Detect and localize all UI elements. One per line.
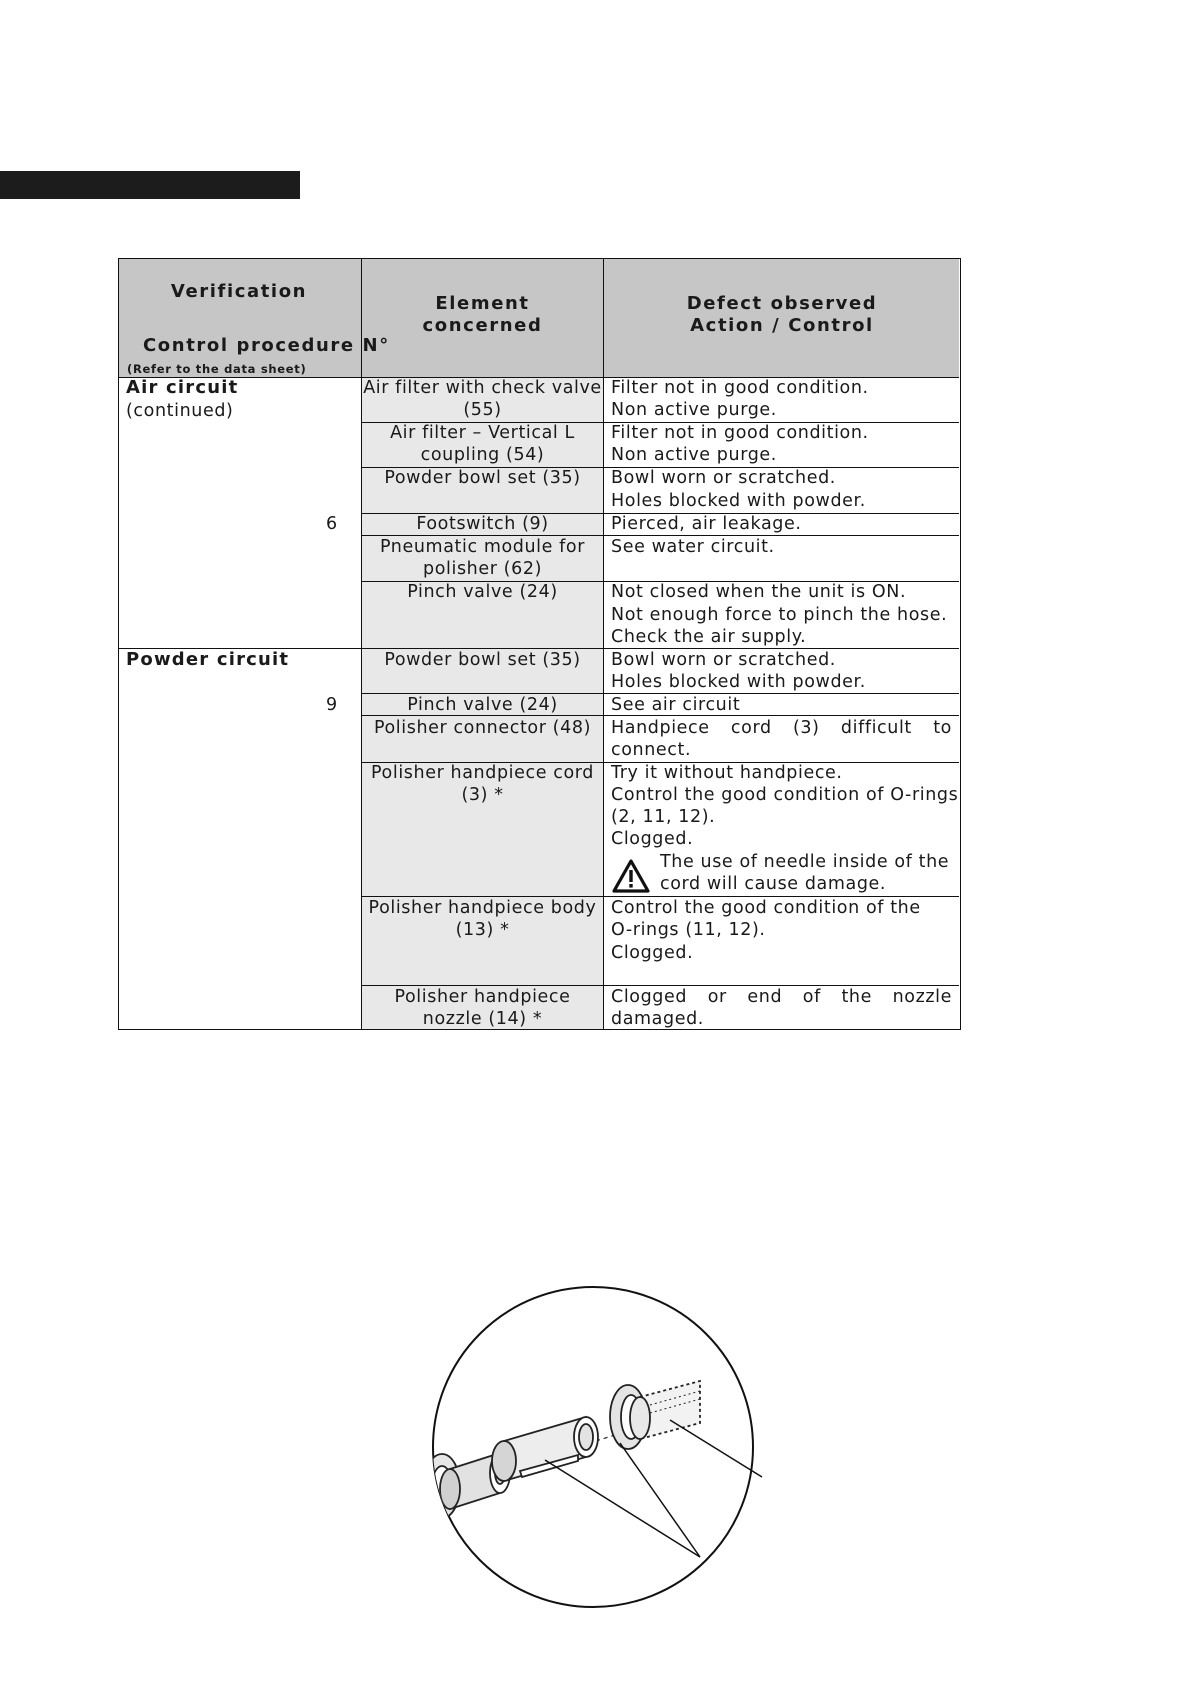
- powder-row4-warning-1: The use of needle inside of the: [660, 852, 950, 872]
- air-row6-defect-2: Not enough force to pinch the hose.: [611, 605, 948, 625]
- air-row4-element-1: Footswitch (9): [416, 514, 549, 534]
- warning-icon: [612, 859, 650, 893]
- powder-row4-warning-2: cord will cause damage.: [660, 874, 887, 894]
- header-refer-note: (Refer to the data sheet): [127, 362, 307, 376]
- header-concerned: concerned: [422, 315, 543, 336]
- air-row6-defect-1: Not closed when the unit is ON.: [611, 582, 907, 602]
- powder-row6-defect-1: Clogged or end of the nozzle: [611, 987, 952, 1007]
- powder-row2-element-1: Pinch valve (24): [407, 695, 558, 715]
- powder-row1-element-1: Powder bowl set (35): [384, 650, 581, 670]
- powder-row3-element-1: Polisher connector (48): [373, 718, 592, 738]
- air-row1-element-2: (55): [463, 400, 502, 420]
- header-control-procedure: Control procedure N°: [143, 335, 390, 356]
- header-action-control: Action / Control: [690, 315, 874, 336]
- handpiece-exploded-illustration: [400, 1285, 820, 1615]
- powder-row4-element-1: Polisher handpiece cord: [371, 763, 594, 783]
- air-row2-defect-1: Filter not in good condition.: [611, 423, 869, 443]
- powder-row5-defect-1: Control the good condition of the: [611, 898, 921, 918]
- powder-row5-defect-3: Clogged.: [611, 943, 694, 963]
- powder-circuit-procedure-number: 9: [326, 695, 338, 715]
- air-row5-element-2: polisher (62): [423, 559, 542, 579]
- header-defect-observed: Defect observed: [686, 293, 878, 314]
- powder-row5-element-2: (13) *: [455, 920, 510, 940]
- powder-row3-defect-2: connect.: [611, 740, 692, 760]
- powder-row5-element-1: Polisher handpiece body: [368, 898, 597, 918]
- air-row6-defect-3: Check the air supply.: [611, 627, 807, 647]
- air-row4-defect-1: Pierced, air leakage.: [611, 514, 802, 534]
- air-row3-element-1: Powder bowl set (35): [384, 468, 581, 488]
- powder-row5-defect-2: O-rings (11, 12).: [611, 920, 766, 940]
- air-circuit-procedure-number: 6: [326, 514, 338, 534]
- air-row2-element-2: coupling (54): [420, 445, 545, 465]
- air-row5-element-1: Pneumatic module for: [379, 537, 586, 557]
- powder-row4-defect-1: Try it without handpiece.: [611, 763, 843, 783]
- air-row2-defect-2: Non active purge.: [611, 445, 777, 465]
- powder-row3-defect-1: Handpiece cord (3) difficult to: [611, 718, 952, 738]
- air-row3-defect-1: Bowl worn or scratched.: [611, 468, 836, 488]
- powder-row6-defect-2: damaged.: [611, 1009, 704, 1029]
- powder-row1-defect-2: Holes blocked with powder.: [611, 672, 866, 692]
- air-circuit-subtitle: (continued): [126, 401, 234, 421]
- powder-row6-element-2: nozzle (14) *: [422, 1009, 543, 1029]
- header-verification: Verification: [170, 281, 308, 302]
- powder-row6-element-1: Polisher handpiece: [394, 987, 571, 1007]
- air-circuit-title: Air circuit: [126, 377, 239, 398]
- powder-row4-defect-2: Control the good condition of O-rings: [611, 785, 959, 805]
- air-row2-element-1: Air filter – Vertical L: [390, 423, 575, 443]
- air-row3-defect-2: Holes blocked with powder.: [611, 491, 866, 511]
- powder-row4-defect-3: (2, 11, 12).: [611, 807, 716, 827]
- header-element: Element: [435, 293, 530, 314]
- air-row1-defect-1: Filter not in good condition.: [611, 378, 869, 398]
- powder-row2-defect-1: See air circuit: [611, 695, 741, 715]
- section-header-bar: [0, 171, 300, 199]
- powder-circuit-title: Powder circuit: [126, 649, 290, 670]
- powder-row4-defect-4: Clogged.: [611, 829, 694, 849]
- air-row5-defect-1: See water circuit.: [611, 537, 775, 557]
- troubleshooting-table: [118, 258, 961, 1030]
- powder-row1-defect-1: Bowl worn or scratched.: [611, 650, 836, 670]
- powder-row4-element-2: (3) *: [461, 785, 504, 805]
- air-row1-defect-2: Non active purge.: [611, 400, 777, 420]
- air-row1-element-1: Air filter with check valve: [363, 378, 602, 398]
- air-row6-element-1: Pinch valve (24): [407, 582, 558, 602]
